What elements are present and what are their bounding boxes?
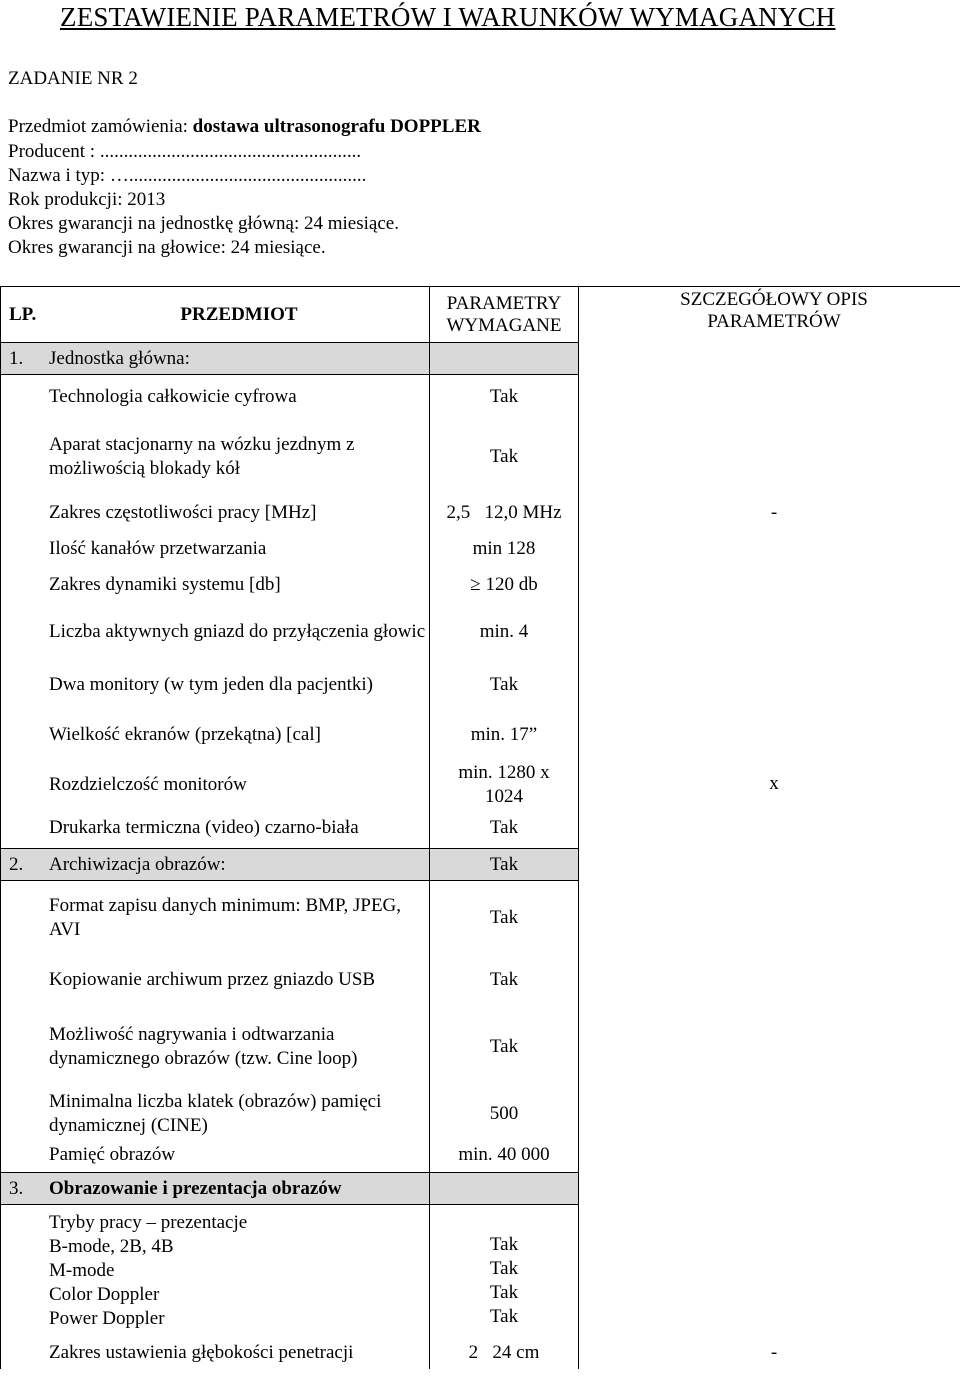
lp-cell bbox=[1, 1005, 50, 1089]
parameters-table bbox=[0, 286, 960, 1369]
row-req: ≥ 120 db bbox=[430, 567, 579, 603]
warranty-main-line: Okres gwarancji na jednostkę główną: 24 miesiące. bbox=[8, 213, 399, 234]
req-color-doppler: Tak bbox=[489, 1281, 519, 1303]
lp-cell bbox=[1, 375, 50, 419]
table-row bbox=[1, 531, 960, 567]
section-number: 3. bbox=[1, 1173, 50, 1205]
header-desc bbox=[579, 287, 960, 375]
model-line: Nazwa i typ: ….................................................. bbox=[8, 165, 367, 186]
row-desc bbox=[579, 1173, 960, 1337]
row-req: Tak bbox=[430, 419, 579, 495]
req-bmode: Tak bbox=[489, 1233, 519, 1255]
row-req bbox=[430, 1205, 579, 1337]
row-name: Kopiowanie archiwum przez gniazdo USB bbox=[49, 968, 376, 990]
row-req: Tak bbox=[430, 375, 579, 419]
lp-cell bbox=[1, 955, 50, 1005]
row-req: Tak bbox=[430, 809, 579, 849]
row-req: min. 1280 x 1024 bbox=[430, 761, 579, 809]
section-number: 1. bbox=[1, 343, 50, 375]
section-title: Archiwizacja obrazów: bbox=[49, 849, 430, 881]
row-req: min. 4 bbox=[430, 603, 579, 661]
page-title: ZESTAWIENIE PARAMETRÓW I WARUNKÓW WYMAGANYCH bbox=[60, 2, 836, 32]
row-name: Możliwość nagrywania i odtwarzania dynamicznego obrazów (tzw. Cine loop) bbox=[49, 1023, 358, 1069]
lp-cell bbox=[1, 1089, 50, 1139]
lp-cell bbox=[1, 1205, 50, 1337]
row-name bbox=[49, 1205, 430, 1337]
lp-cell bbox=[1, 761, 50, 809]
row-name: Zakres dynamiki systemu [db] bbox=[49, 573, 281, 595]
header-subject: PRZEDMIOT bbox=[49, 287, 430, 343]
row-req: Tak bbox=[430, 881, 579, 955]
table-header-row bbox=[1, 287, 960, 343]
mode-bmode: B-mode, 2B, 4B bbox=[49, 1235, 174, 1257]
mode-power-doppler: Power Doppler bbox=[49, 1307, 165, 1329]
header-desc-line1: SZCZEGÓŁOWY OPIS bbox=[680, 289, 868, 310]
section-title: Obrazowanie i prezentacja obrazów bbox=[49, 1173, 430, 1205]
producer-line: Producent : ....................................................... bbox=[8, 141, 362, 162]
subject-line bbox=[8, 116, 481, 138]
mode-mmode: M-mode bbox=[49, 1259, 115, 1281]
lp-cell bbox=[1, 495, 50, 531]
row-req: min. 17” bbox=[430, 709, 579, 761]
row-name: Technologia całkowicie cyfrowa bbox=[49, 385, 297, 407]
section-value bbox=[430, 343, 579, 375]
lp-cell bbox=[1, 1139, 50, 1173]
row-desc bbox=[579, 375, 960, 495]
header-params bbox=[430, 287, 579, 343]
row-name: Zakres częstotliwości pracy [MHz] bbox=[49, 501, 317, 523]
row-req: 2 24 cm bbox=[430, 1337, 579, 1369]
section-title: Jednostka główna: bbox=[49, 343, 430, 375]
row-desc: - bbox=[579, 495, 960, 531]
row-req: Tak bbox=[430, 1005, 579, 1089]
row-name: Wielkość ekranów (przekątna) [cal] bbox=[49, 723, 321, 745]
lp-cell bbox=[1, 709, 50, 761]
row-desc: - bbox=[579, 1337, 960, 1369]
row-name: Ilość kanałów przetwarzania bbox=[49, 537, 267, 559]
mode-color-doppler: Color Doppler bbox=[49, 1283, 160, 1305]
section-row bbox=[1, 849, 960, 881]
lp-cell bbox=[1, 531, 50, 567]
row-req: min. 40 000 bbox=[430, 1139, 579, 1173]
mode-group-label: Tryby pracy – prezentacje bbox=[49, 1211, 248, 1233]
row-name: Dwa monitory (w tym jeden dla pacjentki) bbox=[49, 673, 373, 695]
header-lp: LP. bbox=[1, 287, 50, 343]
lp-cell bbox=[1, 1337, 50, 1369]
lp-cell bbox=[1, 661, 50, 709]
table-row bbox=[1, 495, 960, 531]
row-desc bbox=[579, 531, 960, 761]
row-name: Aparat stacjonarny na wózku jezdnym z możliwością blokady kół bbox=[49, 433, 355, 479]
header-params-line1: PARAMETRY bbox=[446, 292, 562, 314]
row-req: Tak bbox=[430, 661, 579, 709]
lp-cell bbox=[1, 809, 50, 849]
table-row bbox=[1, 761, 960, 809]
row-req: min 128 bbox=[430, 531, 579, 567]
row-name: Rozdzielczość monitorów bbox=[49, 773, 247, 795]
lp-cell bbox=[1, 881, 50, 955]
req-mmode: Tak bbox=[489, 1257, 519, 1279]
row-name: Zakres ustawienia głębokości penetracji bbox=[49, 1341, 354, 1363]
header-desc-line2: PARAMETRÓW bbox=[707, 311, 841, 332]
year-line: Rok produkcji: 2013 bbox=[8, 189, 166, 210]
warranty-heads-line: Okres gwarancji na głowice: 24 miesiące. bbox=[8, 237, 326, 258]
lp-cell bbox=[1, 419, 50, 495]
lp-cell bbox=[1, 567, 50, 603]
section-number: 2. bbox=[1, 849, 50, 881]
header-params-line2: WYMAGANE bbox=[446, 314, 562, 336]
section-value bbox=[430, 1173, 579, 1205]
row-desc bbox=[579, 849, 960, 1173]
table-row bbox=[1, 375, 960, 419]
lp-cell bbox=[1, 603, 50, 661]
section-value: Tak bbox=[430, 849, 579, 881]
subject-value: dostawa ultrasonografu DOPPLER bbox=[192, 116, 481, 137]
row-desc: x bbox=[579, 761, 960, 849]
section-row bbox=[1, 1173, 960, 1205]
table-row bbox=[1, 1337, 960, 1369]
row-req: 2,5 12,0 MHz bbox=[430, 495, 579, 531]
row-name: Format zapisu danych minimum: BMP, JPEG, AVI bbox=[49, 894, 402, 940]
task-number: ZADANIE NR 2 bbox=[8, 68, 138, 89]
row-name: Pamięć obrazów bbox=[49, 1144, 176, 1166]
row-name: Minimalna liczba klatek (obrazów) pamięci dynamicznej (CINE) bbox=[49, 1090, 382, 1136]
subject-label: Przedmiot zamówienia: bbox=[8, 116, 193, 137]
row-req: 500 bbox=[430, 1089, 579, 1139]
row-name: Drukarka termiczna (video) czarno-biała bbox=[49, 817, 359, 839]
row-req: Tak bbox=[430, 955, 579, 1005]
req-power-doppler: Tak bbox=[489, 1305, 519, 1327]
row-name: Liczba aktywnych gniazd do przyłączenia głowic bbox=[49, 620, 426, 642]
